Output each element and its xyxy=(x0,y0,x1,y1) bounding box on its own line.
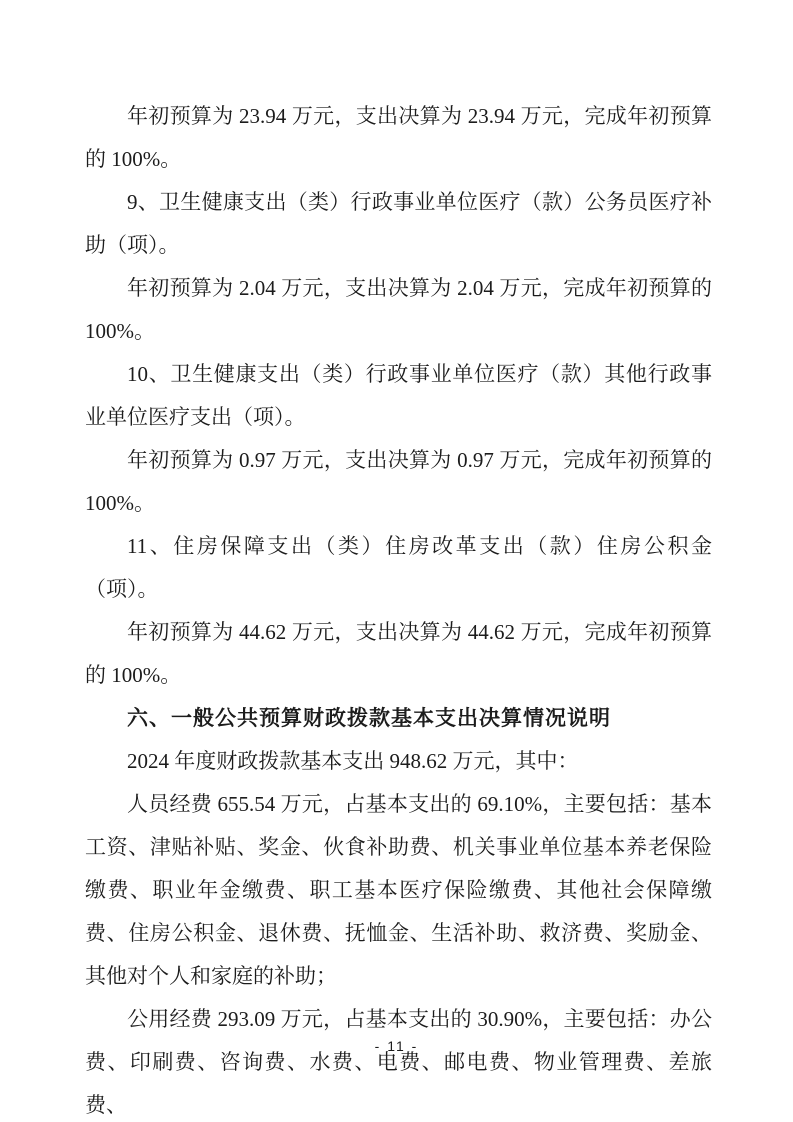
paragraph: 年初预算为 0.97 万元，支出决算为 0.97 万元，完成年初预算的 100%。 xyxy=(85,448,712,515)
page-number: - 11 - xyxy=(374,1038,419,1054)
paragraph: 人员经费 655.54 万元，占基本支出的 69.10%，主要包括：基本工资、津贴补贴、奖金、伙食补助费、机关事业单位基本养老保险缴费、职业年金缴费、职工基本医疗保险缴费、其他社会保障缴费、住房公积金、退休费、抚恤金、生活补助、救济费、奖励金、其他对个人和家庭的补助； xyxy=(85,792,712,988)
paragraph: 公用经费 293.09 万元，占基本支出的 30.90%，主要包括：办公费、印刷费、咨询费、水费、电费、邮电费、物业管理费、差旅费、 xyxy=(85,1007,712,1117)
paragraph: 年初预算为 44.62 万元，支出决算为 44.62 万元，完成年初预算的 100%。 xyxy=(85,620,712,687)
paragraph: 年初预算为 23.94 万元，支出决算为 23.94 万元，完成年初预算的 100%。 xyxy=(85,104,712,171)
paragraph: 11、住房保障支出（类）住房改革支出（款）住房公积金（项）。 xyxy=(85,534,712,601)
paragraph: 年初预算为 2.04 万元，支出决算为 2.04 万元，完成年初预算的 100%。 xyxy=(85,276,712,343)
paragraph: 10、卫生健康支出（类）行政事业单位医疗（款）其他行政事业单位医疗支出（项）。 xyxy=(85,362,712,429)
document-body xyxy=(85,95,712,1122)
paragraph: 9、卫生健康支出（类）行政事业单位医疗（款）公务员医疗补助（项）。 xyxy=(85,190,712,257)
paragraph: 2024 年度财政拨款基本支出 948.62 万元，其中： xyxy=(127,749,579,773)
section-heading: 六、一般公共预算财政拨款基本支出决算情况说明 xyxy=(127,707,611,730)
